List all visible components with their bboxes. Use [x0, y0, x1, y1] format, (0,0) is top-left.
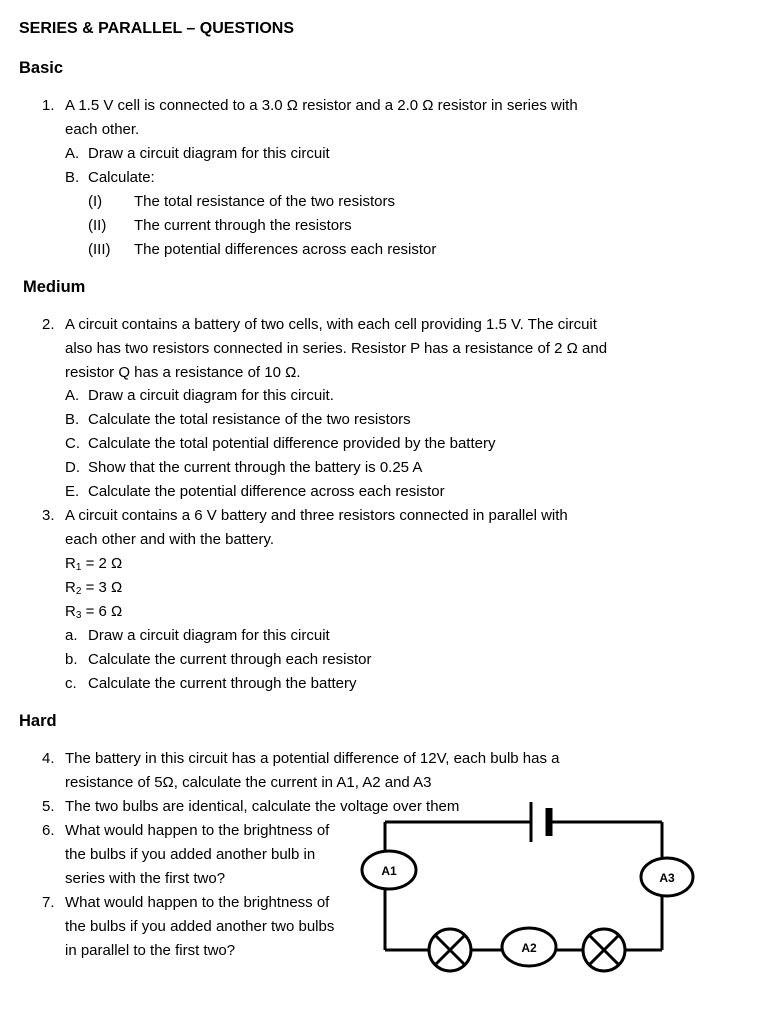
- question-number: 4.: [42, 750, 55, 767]
- section-heading-hard: Hard: [19, 712, 57, 730]
- question-text: A circuit contains a battery of two cells, with each cell providing 1.5 V. The circuit: [65, 316, 597, 333]
- part-letter: A.: [65, 145, 80, 162]
- question-text: A 1.5 V cell is connected to a 3.0 Ω resistor and a 2.0 Ω resistor in series with: [65, 97, 578, 114]
- subpart-text: The potential differences across each resistor: [134, 241, 437, 258]
- resistor-value-r1: $R_1 = 2$ Ω: [65, 555, 123, 573]
- resistor-value-r2: $R_2 = 3$ Ω: [65, 579, 123, 597]
- part-text: Calculate the current through the battery: [88, 675, 357, 692]
- subpart-text: The current through the resistors: [134, 217, 352, 234]
- question-text: series with the first two?: [65, 870, 226, 887]
- section-heading-medium: Medium: [23, 278, 86, 296]
- ammeter-a1-icon: [362, 851, 416, 889]
- bulb-2-icon: [583, 929, 625, 971]
- question-text: also has two resistors connected in series. Resistor P has a resistance of 2 Ω and: [65, 340, 608, 357]
- part-letter: a.: [65, 627, 78, 644]
- question-number: 2.: [42, 316, 55, 333]
- question-number: 1.: [42, 97, 55, 114]
- question-text: each other and with the battery.: [65, 531, 275, 548]
- question-number: 5.: [42, 798, 55, 815]
- bulb-1-icon: [429, 929, 471, 971]
- question-text: A circuit contains a 6 V battery and three resistors connected in parallel with: [65, 507, 568, 524]
- question-text: each other.: [65, 121, 140, 138]
- question-text: resistance of 5Ω, calculate the current in A1, A2 and A3: [65, 774, 432, 791]
- ammeter-a3-label: A3: [659, 871, 675, 885]
- battery-cell-icon: [531, 802, 549, 842]
- part-text: Draw a circuit diagram for this circuit: [88, 145, 330, 162]
- question-text: in parallel to the first two?: [65, 942, 236, 959]
- ammeter-a3-icon: [641, 858, 693, 896]
- question-text: What would happen to the brightness of: [65, 894, 330, 911]
- ammeter-a2-icon: [502, 928, 556, 966]
- question-text: The two bulbs are identical, calculate the voltage over them: [65, 798, 460, 815]
- question-number: 7.: [42, 894, 55, 911]
- subpart-label: (III): [88, 241, 111, 258]
- question-number: 6.: [42, 822, 55, 839]
- subpart-label: (I): [88, 193, 103, 210]
- part-text: Calculate the total potential difference provided by the battery: [88, 435, 496, 452]
- part-text: Draw a circuit diagram for this circuit: [88, 627, 330, 644]
- question-text: The battery in this circuit has a potential difference of 12V, each bulb has a: [65, 750, 560, 767]
- part-letter: c.: [65, 675, 77, 692]
- ammeter-a2-label: A2: [521, 941, 537, 955]
- part-letter: C.: [65, 435, 80, 452]
- section-heading-basic: Basic: [19, 59, 64, 77]
- part-text: Calculate the total resistance of the two resistors: [88, 411, 411, 428]
- question-text: the bulbs if you added another two bulbs: [65, 918, 335, 935]
- part-text: Show that the current through the battery is 0.25 A: [88, 459, 423, 476]
- part-letter: A.: [65, 387, 80, 404]
- part-text: Calculate:: [88, 169, 155, 186]
- resistor-value-r3: $R_3 = 6$ Ω: [65, 603, 123, 621]
- question-text: What would happen to the brightness of: [65, 822, 330, 839]
- part-text: Draw a circuit diagram for this circuit.: [88, 387, 334, 404]
- question-text: the bulbs if you added another bulb in: [65, 846, 316, 863]
- page-title: SERIES & PARALLEL – QUESTIONS: [19, 20, 295, 37]
- question-text: resistor Q has a resistance of 10 Ω.: [65, 364, 301, 381]
- part-text: Calculate the current through each resistor: [88, 651, 372, 668]
- part-letter: B.: [65, 411, 80, 428]
- question-number: 3.: [42, 507, 55, 524]
- ammeter-a1-label: A1: [381, 864, 397, 878]
- subpart-label: (II): [88, 217, 107, 234]
- part-letter: D.: [65, 459, 80, 476]
- part-letter: b.: [65, 651, 78, 668]
- subpart-text: The total resistance of the two resistors: [134, 193, 395, 210]
- part-letter: B.: [65, 169, 80, 186]
- part-text: Calculate the potential difference across each resistor: [88, 483, 445, 500]
- part-letter: E.: [65, 483, 80, 500]
